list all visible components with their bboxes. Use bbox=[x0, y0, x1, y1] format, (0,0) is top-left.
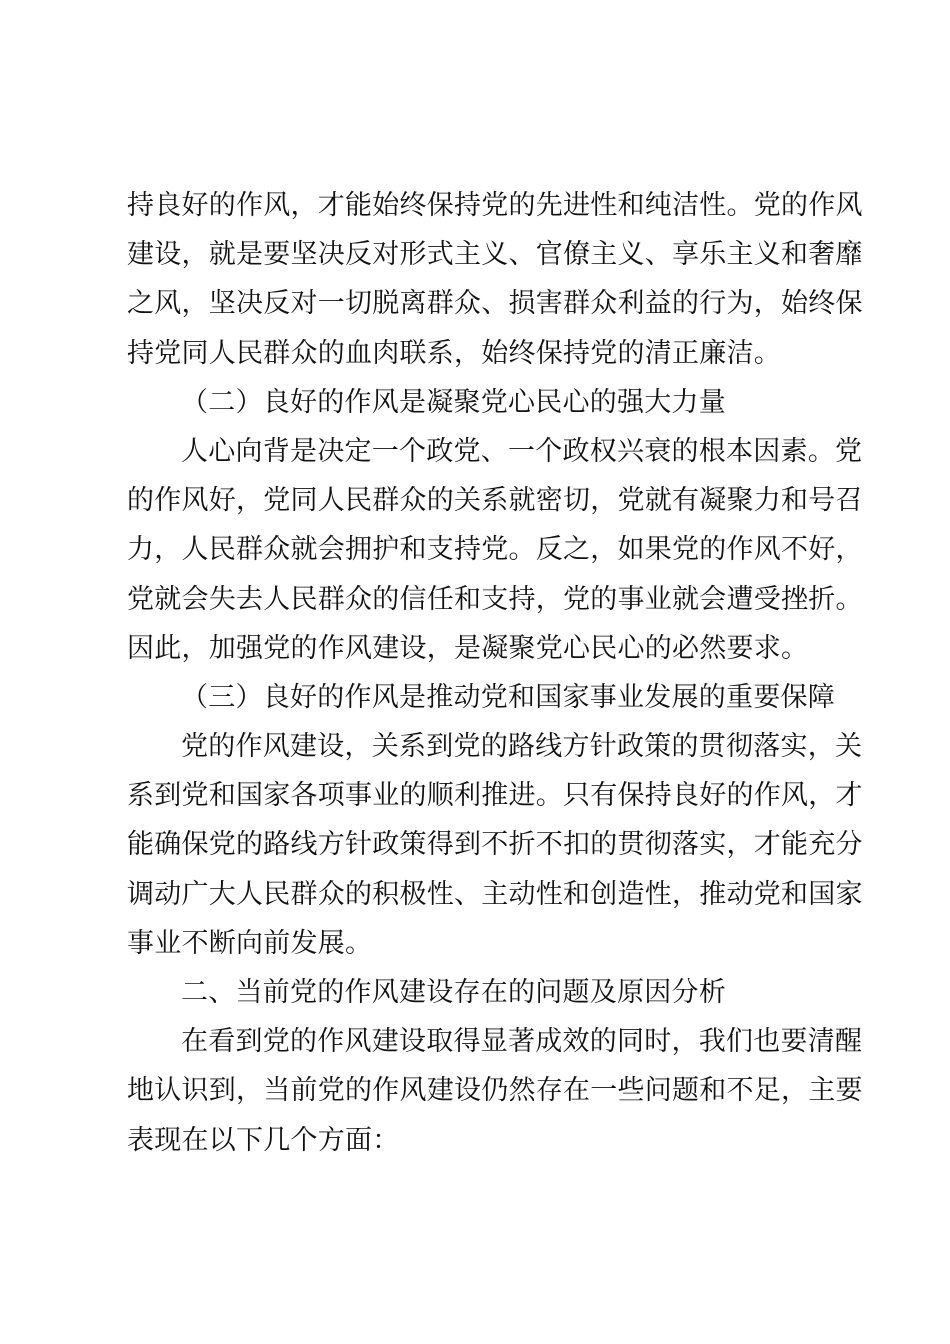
text-line: 系到党和国家各项事业的顺利推进。只有保持良好的作风，才 bbox=[127, 780, 863, 812]
text-line: 因此，加强党的作风建设，是凝聚党心民心的必然要求。 bbox=[127, 632, 809, 664]
text-line: 事业不断向前发展。 bbox=[127, 927, 373, 959]
text-line: 之风，坚决反对一切脱离群众、损害群众利益的行为，始终保 bbox=[127, 288, 863, 320]
text-line: 持良好的作风，才能始终保持党的先进性和纯洁性。党的作风 bbox=[127, 190, 863, 221]
text-line: 地认识到，当前党的作风建设仍然存在一些问题和不足，主要 bbox=[127, 1075, 863, 1107]
text-line: 党的作风建设，关系到党的路线方针政策的贯彻落实，关 bbox=[181, 731, 863, 763]
text-line: 人心向背是决定一个政党、一个政权兴衰的根本因素。党 bbox=[181, 435, 863, 467]
text-line: 党就会失去人民群众的信任和支持，党的事业就会遭受挫折。 bbox=[127, 583, 863, 615]
text-line: 在看到党的作风建设取得显著成效的同时，我们也要清醒 bbox=[181, 1026, 863, 1058]
text-line: 持党同人民群众的血肉联系，始终保持党的清正廉洁。 bbox=[127, 337, 781, 369]
chapter-heading: 二、当前党的作风建设存在的问题及原因分析 bbox=[181, 977, 726, 1008]
section-heading: （二）良好的作风是凝聚党心民心的强大力量 bbox=[181, 386, 726, 418]
text-line: 表现在以下几个方面： bbox=[127, 1124, 400, 1156]
text-line: 建设，就是要坚决反对形式主义、官僚主义、享乐主义和奢靡 bbox=[127, 239, 863, 271]
text-line: 的作风好，党同人民群众的关系就密切，党就有凝聚力和号召 bbox=[127, 485, 863, 517]
document-body bbox=[127, 181, 863, 1165]
section-heading: （三）良好的作风是推动党和国家事业发展的重要保障 bbox=[181, 681, 835, 713]
text-line: 调动广大人民群众的积极性、主动性和创造性，推动党和国家 bbox=[127, 878, 863, 910]
text-line: 能确保党的路线方针政策得到不折不扣的贯彻落实，才能充分 bbox=[127, 829, 863, 861]
text-line: 力，人民群众就会拥护和支持党。反之，如果党的作风不好， bbox=[127, 534, 863, 566]
